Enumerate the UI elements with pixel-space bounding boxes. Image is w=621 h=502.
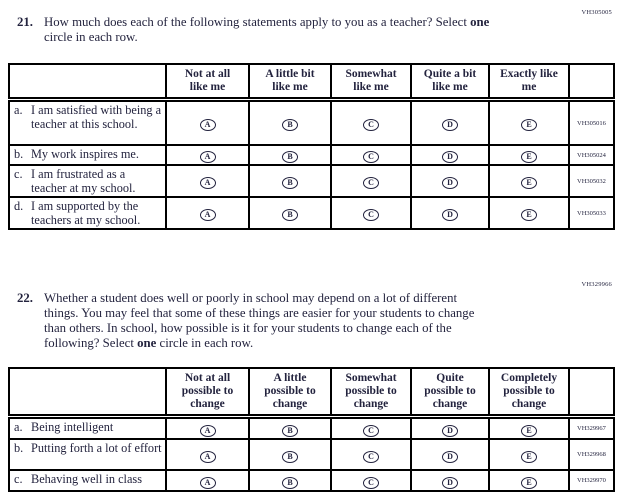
- column-header-blank: [9, 64, 166, 100]
- answer-option-c[interactable]: C: [363, 119, 379, 131]
- header-line: change: [272, 398, 308, 410]
- answer-option-e[interactable]: E: [521, 477, 537, 489]
- row-letter: a.: [14, 420, 23, 434]
- answer-option-d[interactable]: D: [442, 177, 458, 189]
- column-header-quite-possible: [411, 368, 489, 417]
- answer-option-c[interactable]: C: [363, 451, 379, 463]
- answer-option-e[interactable]: E: [521, 425, 537, 437]
- header-line: like me: [189, 81, 226, 93]
- header-line: possible to: [264, 385, 316, 397]
- column-header-a-little-bit-like-me: [249, 64, 331, 100]
- statement-cell: [9, 197, 166, 229]
- answer-option-a[interactable]: A: [200, 151, 216, 163]
- question-22-line-4-pre: following? Select: [44, 336, 138, 350]
- question-22-bold-one: one: [137, 336, 157, 350]
- row-text: Behaving well in class: [31, 472, 142, 486]
- answer-option-e[interactable]: E: [521, 451, 537, 463]
- answer-option-b[interactable]: B: [282, 451, 298, 463]
- row-text: I am satisfied with being a teacher at this school.: [31, 103, 162, 131]
- table-row: [9, 197, 614, 229]
- row-accession-code: VH305033: [569, 197, 614, 229]
- column-header-code-blank: [569, 368, 614, 417]
- question-21-line-1: [44, 15, 604, 30]
- answer-option-d[interactable]: D: [442, 477, 458, 489]
- column-header-somewhat-like-me: [331, 64, 411, 100]
- answer-option-b[interactable]: B: [282, 209, 298, 221]
- header-line: possible to: [345, 385, 397, 397]
- question-21: [17, 15, 604, 45]
- answer-option-c[interactable]: C: [363, 177, 379, 189]
- question-22-text: [44, 291, 604, 351]
- question-21-header-row: [9, 64, 614, 100]
- statement-cell: [9, 470, 166, 491]
- statement-cell: [9, 145, 166, 165]
- header-line: like me: [353, 81, 389, 93]
- answer-option-e[interactable]: E: [521, 119, 537, 131]
- column-header-a-little-possible: [249, 368, 331, 417]
- answer-option-a[interactable]: A: [200, 451, 216, 463]
- row-accession-code: VH305016: [569, 100, 614, 146]
- table-row: [9, 439, 614, 470]
- question-21-number: 21.: [17, 15, 33, 29]
- answer-option-a[interactable]: A: [200, 209, 216, 221]
- header-line: Completely: [500, 372, 558, 384]
- row-letter: b.: [14, 147, 24, 161]
- header-line: Exactly like: [500, 68, 558, 80]
- statement-cell: [9, 439, 166, 470]
- header-line: change: [432, 398, 468, 410]
- header-line: Not at all: [184, 372, 231, 384]
- table-row: [9, 417, 614, 440]
- question-22-line-4-post: circle in each row.: [156, 336, 254, 350]
- answer-option-b[interactable]: B: [282, 425, 298, 437]
- answer-option-b[interactable]: B: [282, 151, 298, 163]
- answer-option-d[interactable]: D: [442, 151, 458, 163]
- answer-option-d[interactable]: D: [442, 425, 458, 437]
- header-line: Not at all: [184, 68, 231, 80]
- row-letter: a.: [14, 103, 23, 117]
- column-header-exactly-like-me: [489, 64, 569, 100]
- question-22-number: 22.: [17, 291, 33, 305]
- question-21-line-2: circle in each row.: [44, 30, 138, 44]
- column-header-completely-possible: [489, 368, 569, 417]
- answer-option-e[interactable]: E: [521, 209, 537, 221]
- question-22-accession-code: VH329966: [581, 281, 612, 288]
- answer-option-c[interactable]: C: [363, 151, 379, 163]
- statement-cell: [9, 417, 166, 440]
- question-21-accession-code: VH305005: [581, 9, 612, 16]
- header-line: possible to: [181, 385, 234, 397]
- header-line: A little: [273, 372, 307, 384]
- column-header-not-at-all-possible: [166, 368, 249, 417]
- row-text: Being intelligent: [31, 420, 114, 434]
- header-line: Somewhat: [345, 372, 397, 384]
- header-line: possible to: [424, 385, 476, 397]
- row-text: I am supported by the teachers at my school.: [31, 199, 141, 227]
- row-accession-code: VH329967: [569, 417, 614, 440]
- answer-option-a[interactable]: A: [200, 477, 216, 489]
- row-accession-code: VH305024: [569, 145, 614, 165]
- answer-option-d[interactable]: D: [442, 451, 458, 463]
- header-line: change: [511, 398, 547, 410]
- answer-option-a[interactable]: A: [200, 119, 216, 131]
- header-line: A little bit: [265, 68, 315, 80]
- header-line: Somewhat: [345, 68, 397, 80]
- table-row: [9, 145, 614, 165]
- answer-option-c[interactable]: C: [363, 209, 379, 221]
- column-header-quite-a-bit-like-me: [411, 64, 489, 100]
- question-21-table: [8, 63, 615, 230]
- row-text: I am frustrated as a teacher at my school.: [31, 167, 136, 195]
- answer-option-e[interactable]: E: [521, 151, 537, 163]
- row-text: Putting forth a lot of effort: [31, 441, 162, 455]
- header-line: change: [190, 398, 225, 410]
- answer-option-a[interactable]: A: [200, 425, 216, 437]
- header-line: possible to: [503, 385, 555, 397]
- statement-cell: [9, 100, 166, 146]
- table-row: [9, 470, 614, 491]
- row-accession-code: VH329968: [569, 439, 614, 470]
- question-22-line-4: [44, 336, 604, 351]
- question-22: [17, 291, 604, 351]
- header-line: like me: [272, 81, 308, 93]
- answer-option-b[interactable]: B: [282, 119, 298, 131]
- table-row: [9, 165, 614, 197]
- answer-option-d[interactable]: D: [442, 119, 458, 131]
- question-21-line-1-text: How much does each of the following statements apply to you as a teacher? Select: [44, 15, 471, 29]
- answer-option-a[interactable]: A: [200, 177, 216, 189]
- question-21-text: [44, 15, 604, 45]
- row-accession-code: VH329970: [569, 470, 614, 491]
- row-letter: b.: [14, 441, 24, 455]
- answer-option-c[interactable]: C: [363, 425, 379, 437]
- question-21-bold-one: one: [470, 15, 490, 29]
- question-22-line-3: than others. In school, how possible is it for your students to change each of the: [44, 321, 452, 335]
- answer-option-d[interactable]: D: [442, 209, 458, 221]
- header-line: like me: [432, 81, 468, 93]
- row-letter: d.: [14, 199, 24, 213]
- answer-option-e[interactable]: E: [521, 177, 537, 189]
- header-line: change: [353, 398, 389, 410]
- answer-option-b[interactable]: B: [282, 177, 298, 189]
- statement-cell: [9, 165, 166, 197]
- row-letter: c.: [14, 472, 23, 486]
- header-line: me: [521, 81, 537, 93]
- column-header-not-at-all-like-me: [166, 64, 249, 100]
- row-accession-code: VH305032: [569, 165, 614, 197]
- column-header-somewhat-possible: [331, 368, 411, 417]
- question-22-header-row: [9, 368, 614, 417]
- answer-option-b[interactable]: B: [282, 477, 298, 489]
- row-letter: c.: [14, 167, 23, 181]
- answer-option-c[interactable]: C: [363, 477, 379, 489]
- table-row: [9, 100, 614, 146]
- question-22-line-1: Whether a student does well or poorly in school may depend on a lot of different: [44, 291, 458, 305]
- header-line: Quite: [436, 372, 464, 384]
- question-22-line-2: things. You may feel that some of these things are easier for your students to change: [44, 306, 475, 320]
- question-22-table: [8, 367, 615, 492]
- column-header-code-blank: [569, 64, 614, 100]
- header-line: Quite a bit: [423, 68, 477, 80]
- row-text: My work inspires me.: [31, 147, 139, 161]
- column-header-blank: [9, 368, 166, 417]
